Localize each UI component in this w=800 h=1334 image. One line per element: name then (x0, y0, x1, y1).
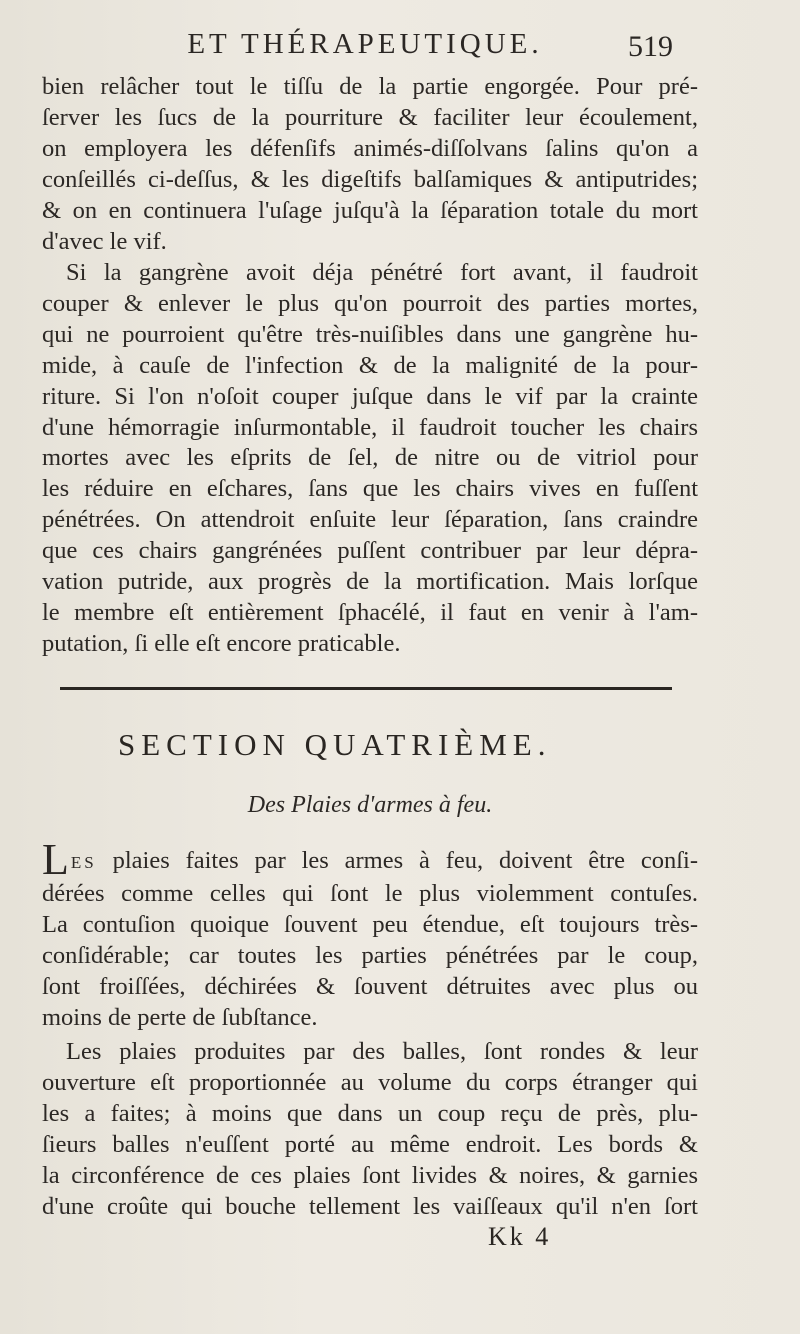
signature-mark: Kk 4 (488, 1222, 552, 1251)
text-line: couper & enlever le plus qu'on pourroit des parties mortes, (42, 289, 698, 317)
text-line: La contuſion quoique ſouvent peu étendue, eſt toujours très- (42, 910, 698, 938)
text-line: ouverture eſt proportionnée au volume du corps étranger qui (42, 1068, 698, 1096)
text-line: moins de perte de ſubſtance. (42, 1003, 318, 1031)
text-line: dérées comme celles qui ſont le plus violemment contuſes. (42, 879, 698, 907)
drop-cap: L (42, 835, 69, 884)
paragraph-gunshot-wounds (42, 835, 698, 1033)
text-line: putation, ſi elle eſt encore praticable. (42, 629, 401, 657)
paragraph-gangrene (42, 258, 698, 660)
text-line: le membre eſt entièrement ſphacélé, il faut en venir à l'am- (42, 598, 698, 626)
text-line: ſont froiſſées, déchirées & ſouvent détruites avec plus ou (42, 972, 698, 1000)
text-line: ſerver les ſucs de la pourriture & faciliter leur écoulement, (42, 103, 698, 131)
text-line: la circonférence de ces plaies ſont livides & noires, & garnies (42, 1161, 698, 1189)
running-head: ET THÉRAPEUTIQUE. (187, 28, 543, 60)
paragraph-continuation (42, 72, 698, 257)
text-line: d'une hémorragie inſurmontable, il faudroit toucher les chairs (42, 413, 698, 441)
text-line: Les plaies produites par des balles, ſont rondes & leur (66, 1038, 698, 1065)
text-line: ſieurs balles n'euſſent porté au même endroit. Les bords & (42, 1130, 698, 1158)
text-line: les a faites; à moins que dans un coup reçu de près, plu- (42, 1099, 698, 1127)
text-line: d'avec le vif. (42, 227, 167, 255)
text-line: qui ne pourroient qu'être très-nuiſibles dans une gangrène hu- (42, 320, 698, 348)
text-line: vation putride, aux progrès de la mortification. Mais lorſque (42, 568, 698, 596)
text-line: riture. Si l'on n'oſoit couper juſque dans le vif par la crainte (42, 382, 698, 410)
text-line: & on en continuera l'uſage juſqu'à la ſéparation totale du mort (42, 196, 698, 224)
text-line: bien relâcher tout le tiſſu de la partie engorgée. Pour pré- (42, 73, 698, 100)
text-line: mortes avec les eſprits de ſel, de nitre ou de vitriol pour (42, 444, 698, 472)
text-line: pénétrées. On attendroit enſuite leur ſéparation, ſans craindre (42, 506, 698, 534)
small-caps-word: ES (70, 853, 97, 872)
text-line: Si la gangrène avoit déja pénétré fort avant, il faudroit (66, 259, 698, 286)
text-line: d'une croûte qui bouche tellement les vaiſſeaux qu'il n'en ſort (42, 1192, 698, 1220)
page-number: 519 (628, 30, 673, 63)
section-divider-rule (60, 687, 672, 690)
text-line: on employera les défenſifs animés-diſſolvans ſalins qu'on a (42, 134, 698, 162)
paragraph-bullet-wounds (42, 1037, 698, 1222)
text-line: que ces chairs gangrénées puſſent contribuer par leur dépra- (42, 537, 698, 565)
text-line: conſeillés ci-deſſus, & les digeſtifs balſamiques & antiputrides; (42, 165, 698, 193)
first-line-text: plaies faites par les armes à feu, doivent être conſi- (112, 847, 698, 874)
text-line: les réduire en eſchares, ſans que les chairs vives en fuſſent (42, 475, 698, 503)
section-subtitle: Des Plaies d'armes à feu. (247, 792, 493, 818)
text-line: conſidérable; car toutes les parties pénétrées par le coup, (42, 941, 698, 969)
text-line-first (42, 835, 698, 884)
section-title: SECTION QUATRIÈME. (118, 727, 552, 762)
text-line: mide, à cauſe de l'infection & de la malignité de la pour- (42, 351, 698, 379)
